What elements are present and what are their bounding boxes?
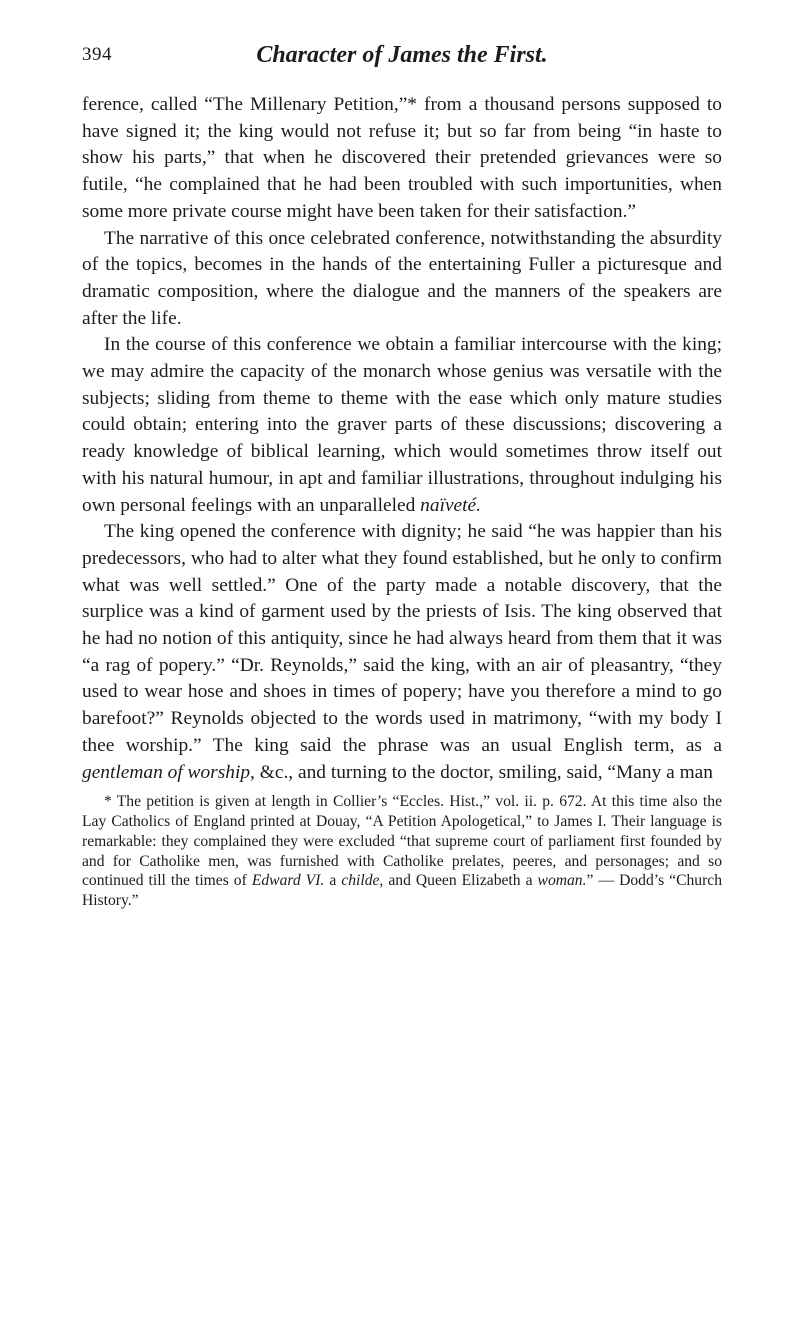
footnote-italic-1: Edward VI. [251, 872, 325, 890]
paragraph-3-italic: naïveté. [420, 494, 482, 516]
paragraph-4 [82, 519, 722, 786]
paragraph-3 [82, 332, 722, 519]
paragraph-4-text: The king opened the conference with dignity; he said “he was happier than his predecessors, who had to alter what they found established, but he only to confirm what was well settled.” One of the party made a notable discovery, that the surplice was a kind of garment used by the priests of Isis. The king observed that he had no notion of this antiquity, since he had always heard from them that it was “a rag of popery.” “Dr. Reynolds,” said the king, with an air of pleasantry, “they used to wear hose and shoes in times of popery; have you therefore a mind to go barefoot?” Reynolds objected to the words used in matrimony, “with my body I thee worship.” The king said the phrase was an usual English term, as a [82, 521, 722, 756]
footnote-text-2: a [329, 872, 337, 890]
footnote [82, 792, 722, 911]
page-number: 394 [82, 44, 112, 65]
paragraph-2: The narrative of this once celebrated conference, notwithstanding the absurdity of the topics, becomes in the hands of the entertaining Fuller a picturesque and dramatic composition, where the dialogue and the manners of the speakers are after the life. [82, 227, 722, 329]
running-head: Character of James the First. [256, 42, 548, 68]
footnote-italic-2: childe, [341, 872, 384, 890]
paragraph-3-text: In the course of this conference we obtain a familiar intercourse with the king; we may admire the capacity of the monarch whose genius was versatile with the subjects; sliding from theme to theme with the ease which only mature studies could obtain; entering into the graver parts of these discussions; discovering a ready knowledge of biblical learning, which would sometimes throw itself out with his natural humour, in apt and familiar illustrations, throughout indulging his own personal feelings with an unparalleled [82, 334, 722, 516]
page-header [82, 44, 722, 92]
footnote-text-3: and Queen Elizabeth a [388, 872, 533, 890]
footnote-text: * The petition is given at length in Collier’s “Eccles. Hist.,” vol. ii. p. 672. At this time also the Lay Catholics of England printed at Douay, “A Petition Apologetical,” to James I. Their language is remarkable: they complained they were excluded “that supreme court of parliament first founded by and for Catholike men, was furnished with Catholike prelates, peeres, and personages; and so continued till the times of [82, 793, 722, 890]
paragraph-4-italic: gentleman of worship, [82, 761, 255, 783]
paragraph-4-text-end: &c., and turning to the doctor, smiling, said, “Many a man [259, 761, 713, 783]
paragraph-1: ference, called “The Millenary Petition,”* from a thousand persons supposed to have signed it; the king would not refuse it; but so far from being “in haste to show his parts,” that when he discovered their pretended grievances were so futile, “he complained that he had been troubled with such importunities, when some more private course might have been taken for their satisfaction.” [82, 94, 722, 222]
footnote-italic-3: woman. [537, 872, 587, 890]
book-page [82, 44, 722, 911]
body-text [82, 92, 722, 786]
footnote-paragraph [82, 792, 722, 911]
footnote-text-4: ” — Dodd’s “Church History.” [82, 872, 723, 910]
